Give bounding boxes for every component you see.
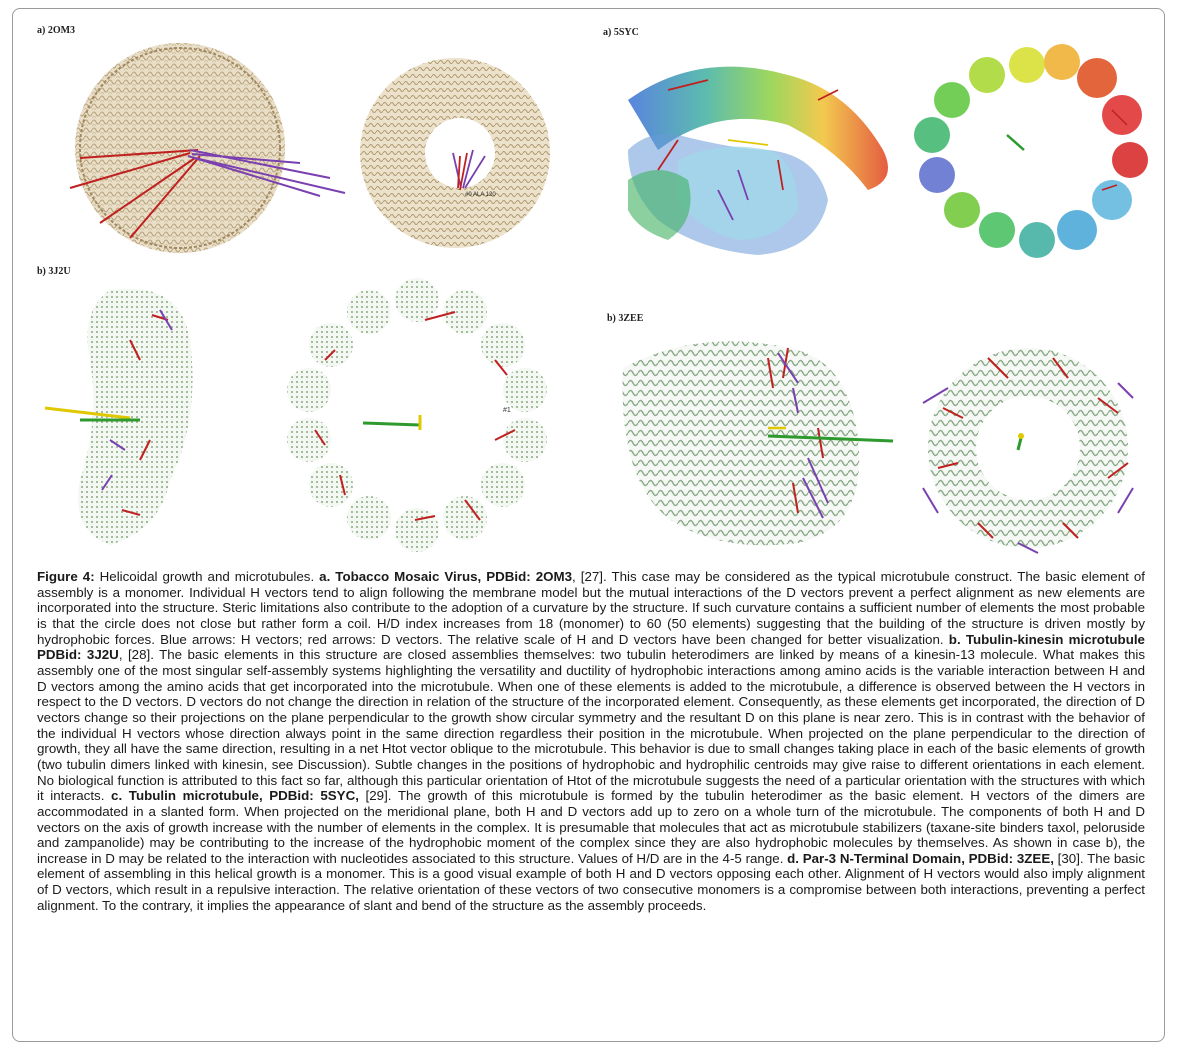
caption-section-d-heading: d. Par-3 N-Terminal Domain, PDBid: 3ZEE, [787,850,1054,866]
3zee-side-view-image [618,328,898,553]
3j2u-annotation: #1 [503,407,511,414]
caption-section-a-heading: a. Tobacco Mosaic Virus, PDBid: 2OM3 [319,569,573,584]
caption-intro: Helicoidal growth and microtubules. [94,569,320,584]
5syc-side-view-image [618,40,908,260]
caption-section-c-text: [29]. The growth of this microtubule is formed by the tubulin heterodimer as the basic element. H vectors of the dimers are accommodated in a slanted form. When projected on the meridional plane, both H and D vectors add up to zero on a whole turn of the microtubule. The components of both H and D vectors on the axis of growth increase with the number of elements in the complex. It is presumable that molecules that act as microtubule stabilizers (taxane-site binders taxol, peloruside and zampanolide) may be contributing to the increase of the hydrophobic moment of the complex since they are also hydrophobic molecules by themselves. As shown in case b), the increase in D may be related to the interaction with nucleotides associated to this structure. Values of H/D are in the 4-5 range. [37,788,1145,866]
panel-label-b-3j2u: b) 3J2U [37,266,71,277]
caption-section-b-text: , [28]. The basic elements in this structure are closed assemblies themselves: two tubulin heterodimers are linked by means of a kinesin-13 molecule. What makes this assembly one of the most singular self-assembly systems highlighting the versatility and ductility of hydrophobic interactions among amino acids is the variable interaction between H and D vectors among the amino acids that get incorporated into the microtubule. When one of these elements is added to the microtubule, a difference is observed between the H vectors in respect to the D vectors. D vectors do not change the direction in relation of the structure of the incorporated element. Consequently, as these elements get incorporated, the direction of D vectors change so their projections on the plane perpendicular to the growth show circular symmetry and the resultant D on this plane is near zero. This is in contrast with the behavior of the individual H vectors whose direction always point in the same direction regardless their position in the microtubule. When projected on the plane perpendicular to the direction of growth, they all have the same direction, resulting in a net Htot vector oblique to the microtubule. This behavior is due to small changes taking place in each of the basic elements of growth (two tubulin dimers linked with kinesin, see Discussion). Subtle changes in the positions of hydrophobic and hydrophilic centroids may give raise to different orientations in each element. No biological function is attributed to this fact so far, although this particular orientation of Htot of the microtubule suggests the need of a particular orientation with the structures with which it interacts. [37,647,1145,804]
3j2u-top-view-image [285,280,550,550]
caption-section-c-heading: c. Tubulin microtubule, PDBid: 5SYC, [111,788,359,804]
caption-section-a-text: , [27]. This case may be considered as the typical microtubule construct. The basic element of assembly is a monomer. Individual H vectors tend to align following the membrane model but the mutual interactions of the D vectors prevent a perfect alignment as new elements are incorporated into the structure. Steric limitations also contribute to the adoption of a curvature by the structure. If such curvature contains a sufficient number of elements the most probable is that the circle does not close but rather form a coil. H/D index increases from 18 (monomer) to 60 (50 elements) suggesting that the building of the structure is driven mostly by hydrophobic forces. Blue arrows: H vectors; red arrows: D vectors. The relative scale of H and D vectors have been changed for better visualization. [37,569,1145,647]
tmv-residue-annotation: #0 ALA 120 [465,192,496,198]
figure-label: Figure 4: [37,569,95,584]
figure-caption [37,569,1145,913]
caption-section-b-heading: b. Tubulin-kinesin microtubule PDBid: 3J2U [37,631,1145,663]
panel-label-a-2om3: a) 2OM3 [37,25,76,36]
tmv-top-view-image [355,38,545,258]
panel-label-b-3zee: b) 3ZEE [607,313,644,324]
3j2u-side-view-image [40,280,230,550]
5syc-top-view-image [912,40,1152,260]
panel-label-a-5syc: a) 5SYC [603,27,639,38]
3zee-top-view-image [918,338,1144,558]
tmv-side-view-image [60,38,350,258]
caption-section-d-text: [30]. The basic element of assembling in this helical growth is a monomer. This is a good visual example of both H and D vectors opposing each other. Alignment of H vectors would also imply alignment of D vectors, which result in a repulsive interaction. The relative orientation of these vectors of two consecutive monomers is a compromise between both interactions, preventing a perfect alignment. To the contrary, it implies the appearance of slant and bend of the structure as the assembly proceeds. [37,850,1145,913]
